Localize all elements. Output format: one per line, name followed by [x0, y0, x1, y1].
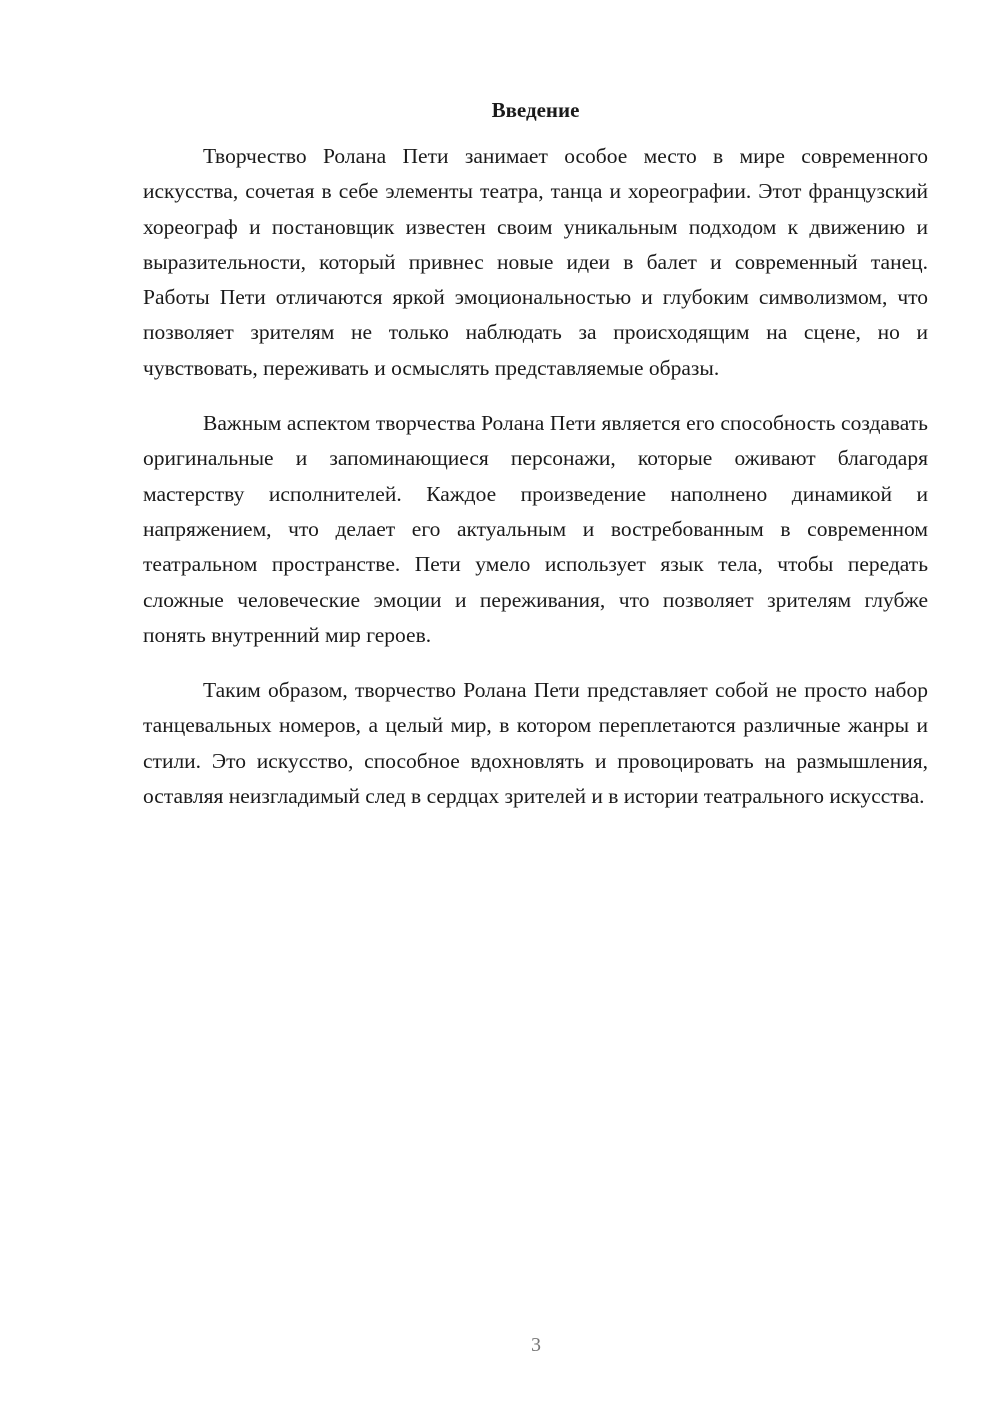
paragraph-1: Творчество Ролана Пети занимает особое место в мире современного искусства, сочетая в себе элементы театра, танца и хореографии. Этот французский хореограф и постановщик известен своим уникальным подходом к движению и выразительности, который привнес новые идеи в балет и современный танец. Работы Пети отличаются яркой эмоциональностью и глубоким символизмом, что позволяет зрителям не только наблюдать за происходящим на сцене, но и чувствовать, переживать и осмыслять представляемые образы.: [143, 144, 928, 380]
paragraph-2: Важным аспектом творчества Ролана Пети является его способность создавать оригинальные и запоминающиеся персонажи, которые оживают благодаря мастерству исполнителей. Каждое произведение наполнено динамикой и напряжением, что делает его актуальным и востребованным в современном театральном пространстве. Пети умело использует язык тела, чтобы передать сложные человеческие эмоции и переживания, что позволяет зрителям глубже понять внутренний мир героев.: [143, 411, 928, 647]
paragraph-3: Таким образом, творчество Ролана Пети представляет собой не просто набор танцевальных номеров, а целый мир, в котором переплетаются различные жанры и стили. Это искусство, способное вдохновлять и провоцировать на размышления, оставляя неизгладимый след в сердцах зрителей и в истории театрального искусства.: [143, 678, 928, 809]
page-content: [143, 95, 928, 834]
section-title: Введение: [491, 98, 580, 122]
page-number: 3: [531, 1334, 541, 1356]
